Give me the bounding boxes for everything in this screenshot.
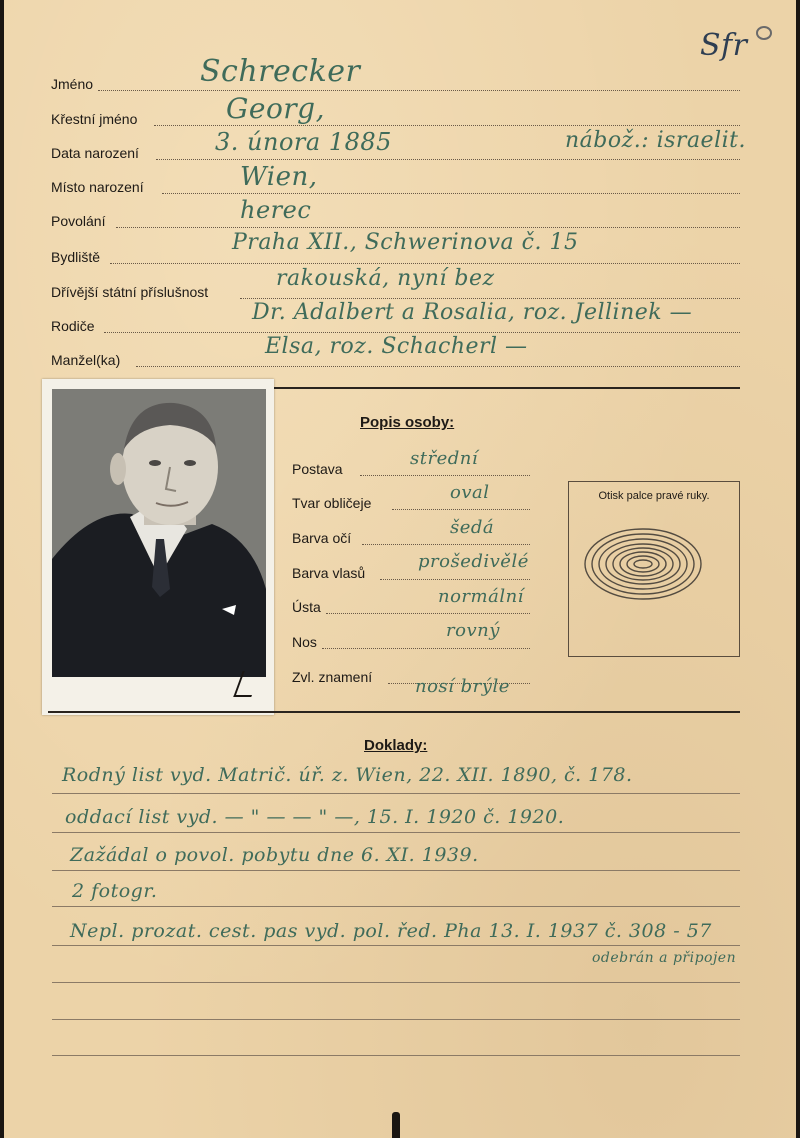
document-rule [52,1055,740,1056]
document-rule [52,870,740,871]
desc-value-build: střední [410,448,479,469]
document-line: Nepl. prozat. cest. pas vyd. pol. řed. Pha 13. I. 1937 č. 308 - 57 [70,920,712,942]
document-line: 2 fotogr. [72,880,158,902]
scan-edge-left [0,0,4,1138]
field-label-spouse: Manžel(ka) [51,352,121,368]
field-line-former-citizenship [240,298,740,299]
scan-edge-right [796,0,800,1138]
document-rule [52,945,740,946]
section-rule-bottom [48,711,740,713]
field-value-occupation: herec [240,196,312,224]
field-line-surname [98,90,740,91]
field-line-birthplace [162,193,740,194]
field-label-birthplace: Místo narození [51,179,144,195]
field-line-spouse [136,366,740,367]
desc-label-build: Postava [292,461,343,477]
desc-line-eye-color [362,544,530,545]
desc-label-nose: Nos [292,634,317,650]
field-value-parents: Dr. Adalbert a Rosalia, roz. Jellinek — [252,300,693,325]
field-value-religion: nábož.: israelit. [565,128,746,153]
field-value-birth-date: 3. února 1885 [215,128,392,156]
field-line-residence [110,263,740,264]
desc-label-eye-color: Barva očí [292,530,352,546]
document-rule [52,982,740,983]
desc-label-special-marks: Zvl. znamení [292,669,373,685]
portrait-photo [52,389,266,677]
field-label-parents: Rodiče [51,318,95,334]
document-rule [52,906,740,907]
desc-line-hair-color [380,579,530,580]
clerk-initials: Sfr [700,28,748,63]
field-value-spouse: Elsa, roz. Schacherl — [265,334,528,359]
thumbprint-box [568,481,740,657]
field-label-given-name: Křestní jméno [51,111,138,127]
desc-value-mouth: normální [438,586,524,607]
document-line: Rodný list vyd. Matrič. úř. z. Wien, 22. XII. 1890, č. 178. [62,764,633,786]
field-value-birthplace: Wien, [240,162,318,192]
field-label-former-citizenship: Dřívější státní příslušnost [51,284,209,300]
field-value-residence: Praha XII., Schwerinova č. 15 [232,230,579,255]
documents-heading: Doklady: [364,737,428,754]
document-line: Zažádal o povol. pobytu dne 6. XI. 1939. [70,844,479,866]
document-line: odebrán a připojen [592,950,737,966]
description-heading: Popis osoby: [360,414,455,431]
photo-card [42,379,274,715]
desc-value-nose: rovný [446,620,500,641]
field-line-occupation [116,227,740,228]
desc-value-special-marks: nosí brýle [415,676,510,697]
document-rule [52,793,740,794]
field-label-surname: Jméno [51,76,94,92]
desc-line-nose [322,648,530,649]
portrait-illustration [52,389,266,677]
field-value-given-name: Georg, [226,92,326,125]
field-line-birth-date [156,159,740,160]
field-line-given-name [154,125,740,126]
desc-value-eye-color: šedá [450,517,495,538]
desc-line-build [360,475,530,476]
field-value-former-citizenship: rakouská, nyní bez [276,266,495,291]
desc-line-face-shape [392,509,530,510]
thumbprint-image [581,522,711,606]
field-label-birth-date: Data narození [51,145,139,161]
document-rule [52,1019,740,1020]
binding-mark [392,1112,400,1138]
desc-value-face-shape: oval [450,482,490,503]
field-line-parents [104,332,740,333]
desc-label-mouth: Ústa [292,599,321,615]
desc-line-mouth [326,613,530,614]
corner-mark [756,26,772,40]
document-rule [52,832,740,833]
field-value-surname: Schrecker [200,54,361,89]
desc-value-hair-color: prošedivělé [418,551,529,572]
document-line: oddací list vyd. — " — — " —, 15. I. 1920 č. 1920. [65,806,565,828]
field-label-occupation: Povolání [51,213,106,229]
desc-label-face-shape: Tvar obličeje [292,495,372,511]
desc-label-hair-color: Barva vlasů [292,565,366,581]
field-label-residence: Bydliště [51,249,101,265]
thumbprint-label: Otisk palce pravé ruky. [598,490,710,502]
